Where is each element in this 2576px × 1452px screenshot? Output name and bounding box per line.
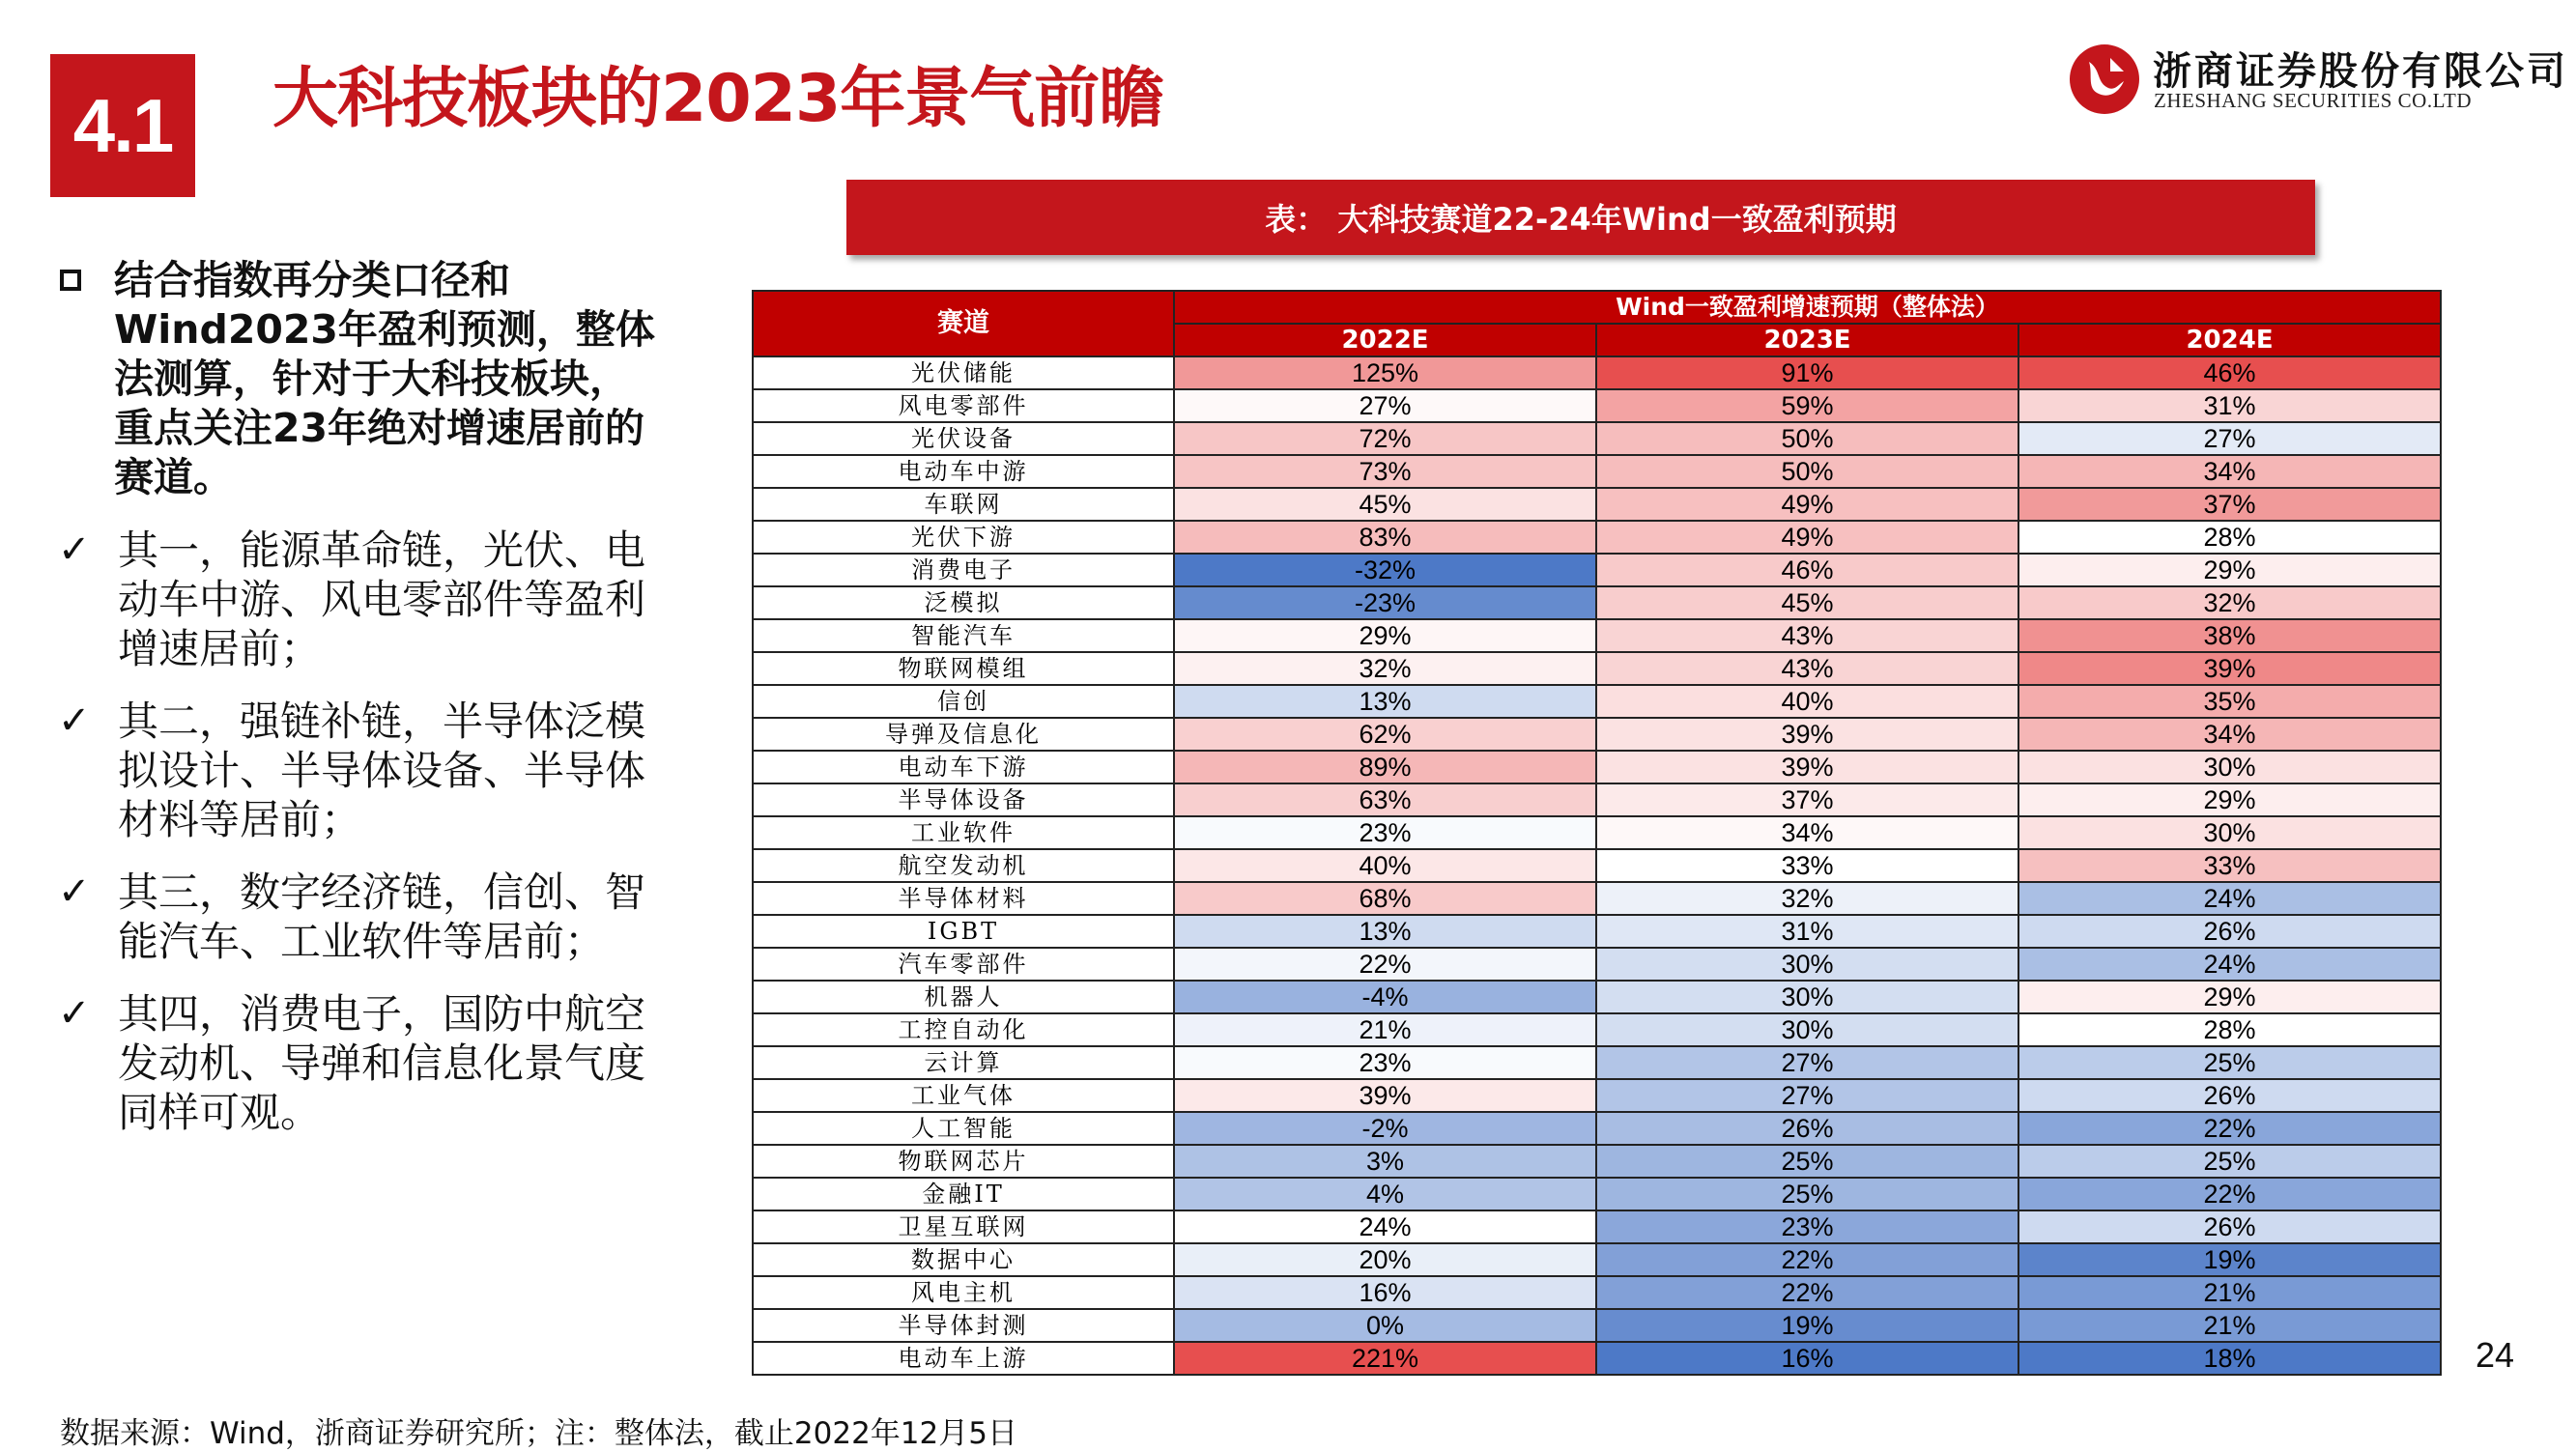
growth-cell-2024E: 32% [2018, 586, 2441, 619]
track-name-cell: 车联网 [753, 488, 1174, 521]
table-row [753, 554, 2441, 586]
table-row [753, 1342, 2441, 1375]
year-header-2024: 2024E [2018, 324, 2441, 356]
growth-cell-2022E: 45% [1174, 488, 1596, 521]
lead-text: 结合指数再分类口径和Wind2023年盈利预测，整体法测算，针对于大科技板块，重点关注23年绝对增速居前的赛道。 [114, 257, 655, 500]
growth-cell-2023E: 32% [1596, 882, 2018, 915]
growth-cell-2022E: 0% [1174, 1309, 1596, 1342]
growth-cell-2022E: 39% [1174, 1079, 1596, 1112]
bullet-point-2 [56, 697, 655, 844]
table-row [753, 948, 2441, 981]
growth-cell-2023E: 50% [1596, 422, 2018, 455]
table-row [753, 619, 2441, 652]
checkmark-icon: ✓ [58, 869, 91, 914]
growth-cell-2022E: -32% [1174, 554, 1596, 586]
table-row [753, 1243, 2441, 1276]
track-name-cell: 工控自动化 [753, 1013, 1174, 1046]
track-name-cell: 风电主机 [753, 1276, 1174, 1309]
bullet-text: 其二，强链补链，半导体泛模拟设计、半导体设备、半导体材料等居前； [118, 698, 646, 843]
table-row [753, 915, 2441, 948]
track-name-cell: 光伏下游 [753, 521, 1174, 554]
earnings-growth-table [752, 290, 2442, 1376]
table-row [753, 816, 2441, 849]
track-name-cell: 半导体材料 [753, 882, 1174, 915]
year-header-2023: 2023E [1596, 324, 2018, 356]
growth-cell-2023E: 25% [1596, 1178, 2018, 1210]
table-row [753, 685, 2441, 718]
growth-cell-2023E: 45% [1596, 586, 2018, 619]
year-header-2022: 2022E [1174, 324, 1596, 356]
table-row [753, 783, 2441, 816]
growth-cell-2024E: 30% [2018, 751, 2441, 783]
growth-cell-2024E: 38% [2018, 619, 2441, 652]
growth-cell-2023E: 39% [1596, 718, 2018, 751]
track-name-cell: 工业气体 [753, 1079, 1174, 1112]
growth-cell-2024E: 39% [2018, 652, 2441, 685]
track-name-cell: 半导体封测 [753, 1309, 1174, 1342]
table-row [753, 981, 2441, 1013]
track-name-cell: 电动车下游 [753, 751, 1174, 783]
lead-paragraph [56, 256, 655, 502]
growth-cell-2024E: 34% [2018, 718, 2441, 751]
track-name-cell: IGBT [753, 915, 1174, 948]
growth-cell-2023E: 30% [1596, 948, 2018, 981]
growth-cell-2024E: 24% [2018, 948, 2441, 981]
growth-cell-2022E: 221% [1174, 1342, 1596, 1375]
section-number: 4.1 [72, 82, 173, 168]
checkmark-icon: ✓ [58, 527, 91, 572]
logo-english-name: ZHESHANG SECURITIES CO.LTD [2154, 89, 2472, 112]
checkmark-icon: ✓ [58, 991, 91, 1036]
growth-cell-2024E: 29% [2018, 981, 2441, 1013]
growth-cell-2023E: 43% [1596, 619, 2018, 652]
growth-cell-2022E: 29% [1174, 619, 1596, 652]
track-name-cell: 金融IT [753, 1178, 1174, 1210]
track-name-cell: 消费电子 [753, 554, 1174, 586]
growth-cell-2023E: 39% [1596, 751, 2018, 783]
track-name-cell: 数据中心 [753, 1243, 1174, 1276]
track-name-cell: 电动车中游 [753, 455, 1174, 488]
table-row [753, 389, 2441, 422]
track-name-cell: 信创 [753, 685, 1174, 718]
growth-cell-2022E: 73% [1174, 455, 1596, 488]
growth-cell-2022E: 4% [1174, 1178, 1596, 1210]
growth-cell-2022E: -23% [1174, 586, 1596, 619]
growth-cell-2024E: 28% [2018, 1013, 2441, 1046]
growth-cell-2022E: 32% [1174, 652, 1596, 685]
growth-cell-2023E: 30% [1596, 981, 2018, 1013]
track-name-cell: 导弹及信息化 [753, 718, 1174, 751]
track-name-cell: 物联网芯片 [753, 1145, 1174, 1178]
bullet-text: 其一，能源革命链，光伏、电动车中游、风电零部件等盈利增速居前； [118, 527, 646, 672]
growth-cell-2022E: 23% [1174, 1046, 1596, 1079]
track-name-cell: 工业软件 [753, 816, 1174, 849]
bullet-point-4 [56, 989, 655, 1137]
growth-cell-2023E: 26% [1596, 1112, 2018, 1145]
growth-cell-2023E: 31% [1596, 915, 2018, 948]
growth-cell-2024E: 18% [2018, 1342, 2441, 1375]
bullet-text: 其三，数字经济链，信创、智能汽车、工业软件等居前； [118, 868, 646, 965]
table-row [753, 1309, 2441, 1342]
growth-cell-2022E: 21% [1174, 1013, 1596, 1046]
growth-cell-2023E: 50% [1596, 455, 2018, 488]
company-logo [2068, 43, 2568, 120]
table-row [753, 849, 2441, 882]
left-panel [56, 256, 655, 1137]
source-note: 数据来源：Wind，浙商证券研究所；注：整体法，截止2022年12月5日 [60, 1416, 1017, 1451]
growth-cell-2024E: 29% [2018, 783, 2441, 816]
section-badge [50, 54, 195, 197]
track-name-cell: 半导体设备 [753, 783, 1174, 816]
track-name-cell: 智能汽车 [753, 619, 1174, 652]
growth-cell-2022E: -4% [1174, 981, 1596, 1013]
growth-cell-2024E: 25% [2018, 1046, 2441, 1079]
growth-cell-2024E: 46% [2018, 356, 2441, 389]
growth-cell-2022E: 13% [1174, 915, 1596, 948]
track-column-header: 赛道 [753, 291, 1174, 356]
growth-cell-2024E: 26% [2018, 1210, 2441, 1243]
table-row [753, 718, 2441, 751]
table-row [753, 1079, 2441, 1112]
growth-cell-2022E: 68% [1174, 882, 1596, 915]
growth-cell-2022E: 125% [1174, 356, 1596, 389]
table-row [753, 751, 2441, 783]
table-row [753, 882, 2441, 915]
growth-cell-2023E: 37% [1596, 783, 2018, 816]
growth-cell-2024E: 26% [2018, 1079, 2441, 1112]
logo-chinese-name: 浙商证券股份有限公司 [2153, 49, 2568, 94]
growth-cell-2024E: 22% [2018, 1178, 2441, 1210]
growth-cell-2024E: 34% [2018, 455, 2441, 488]
growth-cell-2022E: 16% [1174, 1276, 1596, 1309]
growth-cell-2024E: 19% [2018, 1243, 2441, 1276]
growth-cell-2024E: 31% [2018, 389, 2441, 422]
track-name-cell: 风电零部件 [753, 389, 1174, 422]
growth-cell-2022E: 27% [1174, 389, 1596, 422]
growth-cell-2023E: 49% [1596, 488, 2018, 521]
growth-cell-2022E: 3% [1174, 1145, 1596, 1178]
growth-cell-2024E: 22% [2018, 1112, 2441, 1145]
growth-cell-2022E: -2% [1174, 1112, 1596, 1145]
growth-cell-2024E: 29% [2018, 554, 2441, 586]
table-caption: 表： 大科技赛道22-24年Wind一致盈利预期 [846, 180, 2315, 255]
growth-cell-2023E: 16% [1596, 1342, 2018, 1375]
growth-cell-2024E: 30% [2018, 816, 2441, 849]
bullet-point-1 [56, 526, 655, 673]
growth-cell-2023E: 27% [1596, 1079, 2018, 1112]
growth-cell-2024E: 28% [2018, 521, 2441, 554]
growth-cell-2023E: 34% [1596, 816, 2018, 849]
growth-cell-2024E: 26% [2018, 915, 2441, 948]
track-name-cell: 卫星互联网 [753, 1210, 1174, 1243]
growth-cell-2023E: 49% [1596, 521, 2018, 554]
growth-cell-2023E: 59% [1596, 389, 2018, 422]
table-row [753, 422, 2441, 455]
table-row [753, 1276, 2441, 1309]
growth-cell-2022E: 22% [1174, 948, 1596, 981]
growth-cell-2022E: 40% [1174, 849, 1596, 882]
growth-cell-2024E: 33% [2018, 849, 2441, 882]
track-name-cell: 航空发动机 [753, 849, 1174, 882]
table-row [753, 455, 2441, 488]
track-name-cell: 汽车零部件 [753, 948, 1174, 981]
growth-cell-2023E: 33% [1596, 849, 2018, 882]
growth-cell-2024E: 35% [2018, 685, 2441, 718]
growth-cell-2024E: 25% [2018, 1145, 2441, 1178]
growth-cell-2022E: 63% [1174, 783, 1596, 816]
group-header: Wind一致盈利增速预期（整体法） [1174, 291, 2441, 324]
growth-cell-2022E: 83% [1174, 521, 1596, 554]
growth-cell-2023E: 27% [1596, 1046, 2018, 1079]
growth-cell-2024E: 24% [2018, 882, 2441, 915]
table-body [753, 356, 2441, 1375]
track-name-cell: 光伏设备 [753, 422, 1174, 455]
square-bullet-icon [60, 270, 81, 291]
table-row [753, 586, 2441, 619]
table-row [753, 1145, 2441, 1178]
growth-cell-2023E: 22% [1596, 1243, 2018, 1276]
growth-cell-2023E: 40% [1596, 685, 2018, 718]
table-row [753, 1046, 2441, 1079]
growth-cell-2023E: 91% [1596, 356, 2018, 389]
growth-cell-2023E: 22% [1596, 1276, 2018, 1309]
growth-cell-2024E: 21% [2018, 1276, 2441, 1309]
track-name-cell: 光伏储能 [753, 356, 1174, 389]
growth-cell-2023E: 23% [1596, 1210, 2018, 1243]
table-row [753, 652, 2441, 685]
growth-cell-2022E: 89% [1174, 751, 1596, 783]
growth-cell-2023E: 19% [1596, 1309, 2018, 1342]
growth-cell-2023E: 30% [1596, 1013, 2018, 1046]
growth-cell-2022E: 72% [1174, 422, 1596, 455]
track-name-cell: 云计算 [753, 1046, 1174, 1079]
growth-cell-2022E: 20% [1174, 1243, 1596, 1276]
table-row [753, 1112, 2441, 1145]
table-row [753, 1178, 2441, 1210]
growth-cell-2023E: 25% [1596, 1145, 2018, 1178]
table-row [753, 356, 2441, 389]
page-title: 大科技板块的2023年景气前瞻 [272, 61, 1164, 137]
growth-cell-2024E: 27% [2018, 422, 2441, 455]
growth-cell-2022E: 13% [1174, 685, 1596, 718]
table-row [753, 488, 2441, 521]
checkmark-icon: ✓ [58, 698, 91, 743]
track-name-cell: 物联网模组 [753, 652, 1174, 685]
track-name-cell: 泛模拟 [753, 586, 1174, 619]
growth-cell-2022E: 23% [1174, 816, 1596, 849]
page-number: 24 [2476, 1335, 2515, 1375]
growth-cell-2024E: 21% [2018, 1309, 2441, 1342]
growth-cell-2024E: 37% [2018, 488, 2441, 521]
growth-cell-2022E: 24% [1174, 1210, 1596, 1243]
growth-cell-2023E: 46% [1596, 554, 2018, 586]
bullet-point-3 [56, 868, 655, 966]
track-name-cell: 机器人 [753, 981, 1174, 1013]
table-row [753, 1210, 2441, 1243]
table-row [753, 521, 2441, 554]
logo-mark-icon [2068, 43, 2141, 116]
table-row [753, 1013, 2441, 1046]
track-name-cell: 电动车上游 [753, 1342, 1174, 1375]
growth-cell-2023E: 43% [1596, 652, 2018, 685]
bullet-text: 其四，消费电子，国防中航空发动机、导弹和信息化景气度同样可观。 [118, 990, 646, 1136]
track-name-cell: 人工智能 [753, 1112, 1174, 1145]
growth-cell-2022E: 62% [1174, 718, 1596, 751]
